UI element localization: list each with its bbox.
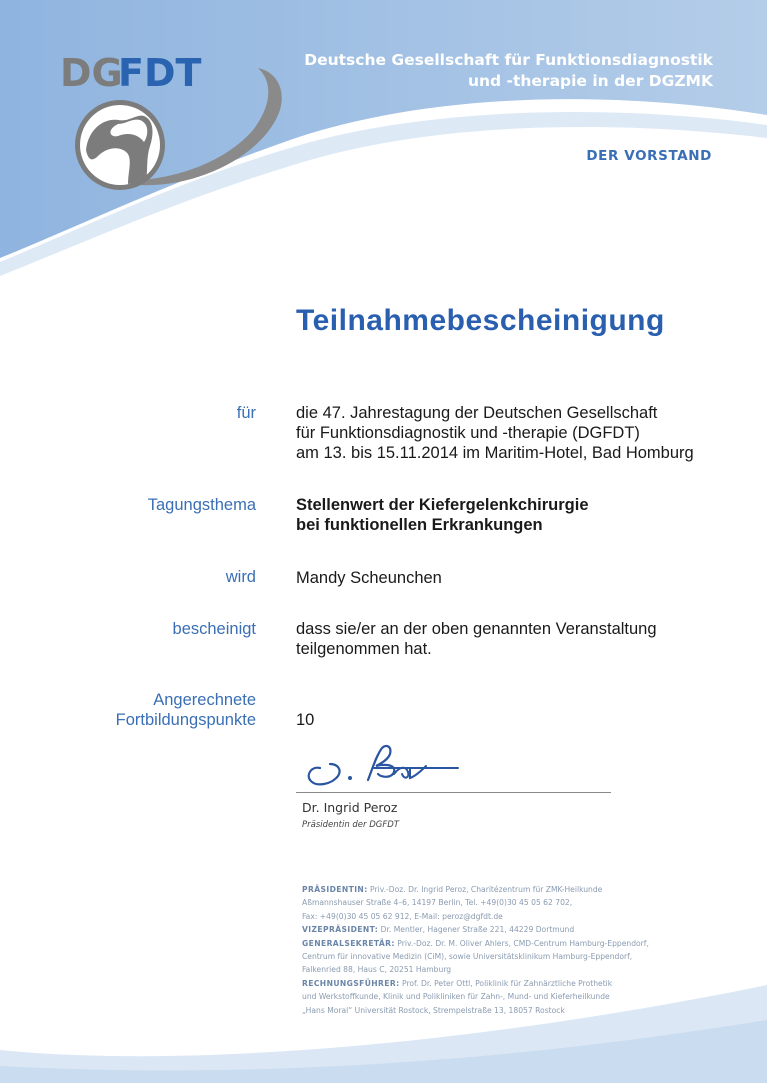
label-fortbildungspunkte bbox=[116, 690, 256, 730]
punkte-label-line: Angerechnete bbox=[153, 691, 256, 709]
bescheinigt-line: teilgenommen hat. bbox=[296, 640, 432, 658]
handwritten-signature bbox=[298, 740, 478, 792]
fuer-line: die 47. Jahrestagung der Deutschen Gesellschaft bbox=[296, 404, 658, 422]
logo-text-dg: DG bbox=[60, 51, 123, 95]
value-bescheinigt bbox=[296, 619, 657, 659]
org-name-line2: und -therapie in der DGZMK bbox=[467, 72, 713, 90]
value-fortbildungspunkte: 10 bbox=[296, 711, 315, 729]
footer-line: „Hans Moral“ Universität Rostock, Strempelstraße 13, 18057 Rostock bbox=[302, 1005, 565, 1015]
logo-text-fdt: FDT bbox=[118, 51, 202, 95]
signature-line bbox=[296, 792, 611, 793]
footer-line: Falkenried 88, Haus C, 20251 Hamburg bbox=[302, 965, 452, 975]
certificate-title: Teilnahmebescheinigung bbox=[296, 304, 665, 337]
footer-line: PRÄSIDENTIN: Priv.-Doz. Dr. Ingrid Peroz, Charitézentrum für ZMK-Heilkunde bbox=[302, 885, 603, 894]
footer-key-general: GENERALSEKRETÄR: bbox=[302, 938, 395, 948]
footer-line: Aßmannshauser Straße 4–6, 14197 Berlin, Tel. +49(0)30 45 05 62 702, bbox=[302, 898, 573, 908]
footer-line: GENERALSEKRETÄR: Priv.-Doz. Dr. M. Oliver Ahlers, CMD-Centrum Hamburg-Eppendorf, bbox=[302, 938, 649, 948]
footer-key-praesident: PRÄSIDENTIN: bbox=[302, 885, 368, 894]
department-heading: DER VORSTAND bbox=[586, 148, 712, 164]
label-bescheinigt: bescheinigt bbox=[172, 620, 256, 638]
organization-name bbox=[243, 50, 713, 92]
label-tagungsthema: Tagungsthema bbox=[147, 496, 256, 514]
value-tagungsthema bbox=[296, 495, 589, 535]
footer-key-vize: VIZEPRÄSIDENT: bbox=[302, 925, 379, 935]
thema-line: bei funktionellen Erkrankungen bbox=[296, 516, 543, 534]
label-wird: wird bbox=[225, 568, 256, 586]
thema-line: Stellenwert der Kiefergelenkchirurgie bbox=[296, 496, 589, 514]
label-fuer: für bbox=[236, 404, 256, 422]
footer-line: VIZEPRÄSIDENT: Dr. Mentler, Hagener Straße 221, 44229 Dortmund bbox=[302, 925, 575, 935]
signatory-name: Dr. Ingrid Peroz bbox=[302, 800, 398, 815]
footer-key-rechnung: RECHNUNGSFÜHRER: bbox=[302, 978, 400, 988]
participant-name: Mandy Scheunchen bbox=[296, 569, 442, 587]
value-fuer bbox=[296, 403, 694, 463]
fuer-line: am 13. bis 15.11.2014 im Maritim-Hotel, Bad Homburg bbox=[296, 444, 694, 462]
footer-line: Fax: +49(0)30 45 05 62 912, E-Mail: peroz@dgfdt.de bbox=[302, 911, 503, 921]
footer-line: Centrum für innovative Medizin (CiM), sowie Universitätsklinikum Hamburg-Eppendorf, bbox=[302, 952, 633, 962]
bescheinigt-line: dass sie/er an der oben genannten Veranstaltung bbox=[296, 620, 657, 638]
footer-contacts bbox=[302, 883, 722, 1017]
fuer-line: für Funktionsdiagnostik und -therapie (DGFDT) bbox=[296, 424, 640, 442]
org-name-line1: Deutsche Gesellschaft für Funktionsdiagnostik bbox=[304, 51, 713, 69]
signatory-role: Präsidentin der DGFDT bbox=[302, 820, 399, 830]
footer-line: und Werkstoffkunde, Klinik und Polikliniken für Zahn-, Mund- und Kieferheilkunde bbox=[302, 992, 610, 1002]
punkte-label-line: Fortbildungspunkte bbox=[115, 711, 256, 729]
footer-line: RECHNUNGSFÜHRER: Prof. Dr. Peter Ottl, Poliklinik für Zahnärztliche Prothetik bbox=[302, 978, 613, 988]
